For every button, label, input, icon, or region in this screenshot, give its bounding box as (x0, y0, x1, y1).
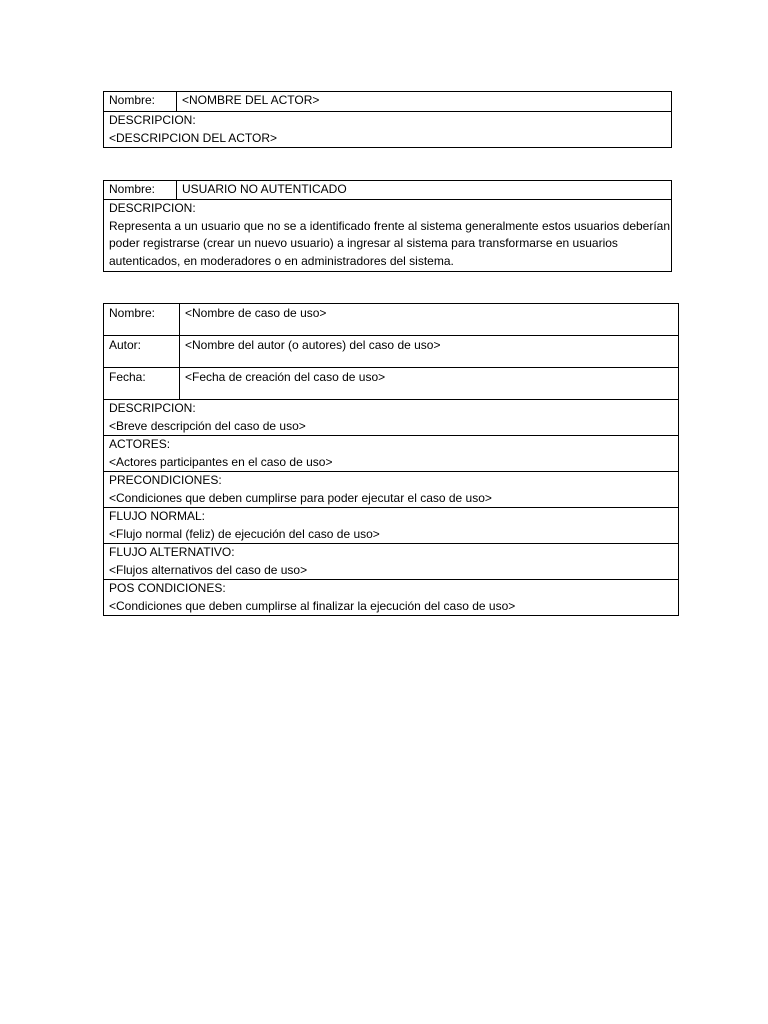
table-row (104, 200, 672, 272)
section-value: <Flujo normal (feliz) de ejecución del caso de uso> (109, 526, 380, 541)
usecase-template-table (103, 303, 679, 616)
field-value-nombre: <Nombre de caso de uso> (180, 304, 679, 336)
table-row (104, 472, 679, 508)
name-value: USUARIO NO AUTENTICADO (177, 181, 672, 200)
table-row (104, 544, 679, 580)
table-row (104, 112, 672, 148)
actor-template-table (103, 91, 672, 148)
table-row (104, 580, 679, 616)
description-cell (104, 112, 672, 148)
section-value: <Flujos alternativos del caso de uso> (109, 562, 308, 577)
name-label: Nombre: (104, 92, 177, 112)
section-pos-condiciones (104, 580, 679, 616)
description-label: DESCRIPCION: (109, 113, 196, 127)
section-title: FLUJO ALTERNATIVO: (109, 545, 235, 559)
section-actores (104, 436, 679, 472)
name-value: <NOMBRE DEL ACTOR> (177, 92, 672, 112)
section-title: DESCRIPCION: (109, 401, 196, 415)
description-label: DESCRIPCION: (109, 201, 196, 215)
table-row (104, 92, 672, 112)
table-row (104, 304, 679, 336)
name-label: Nombre: (104, 181, 177, 200)
field-label-fecha: Fecha: (104, 368, 180, 400)
table-row (104, 508, 679, 544)
field-value-fecha: <Fecha de creación del caso de uso> (180, 368, 679, 400)
section-value: <Breve descripción del caso de uso> (109, 418, 306, 433)
table-row (104, 368, 679, 400)
section-title: PRECONDICIONES: (109, 473, 222, 487)
section-value: <Condiciones que deben cumplirse para poder ejecutar el caso de uso> (109, 490, 492, 505)
section-descripcion (104, 400, 679, 436)
table-row (104, 336, 679, 368)
section-value: <Condiciones que deben cumplirse al finalizar la ejecución del caso de uso> (109, 598, 516, 613)
table-row (104, 181, 672, 200)
section-flujo-alternativo (104, 544, 679, 580)
field-value-autor: <Nombre del autor (o autores) del caso de uso> (180, 336, 679, 368)
field-label-autor: Autor: (104, 336, 180, 368)
field-label-nombre: Nombre: (104, 304, 180, 336)
section-title: ACTORES: (109, 437, 171, 451)
section-precondiciones (104, 472, 679, 508)
description-cell (104, 200, 672, 272)
table-row (104, 436, 679, 472)
table-row (104, 400, 679, 436)
description-value: Representa a un usuario que no se a identificado frente al sistema generalmente estos usuarios deberían poder registrarse (crear un nuevo usuario) a ingresar al sistema para transformarse en usuarios autenticados, en moderadores o en administradores del sistema. (109, 218, 671, 268)
section-flujo-normal (104, 508, 679, 544)
section-value: <Actores participantes en el caso de uso> (109, 454, 333, 469)
section-title: FLUJO NORMAL: (109, 509, 206, 523)
actor-example-table (103, 180, 672, 272)
description-value: <DESCRIPCION DEL ACTOR> (109, 130, 278, 145)
section-title: POS CONDICIONES: (109, 581, 226, 595)
